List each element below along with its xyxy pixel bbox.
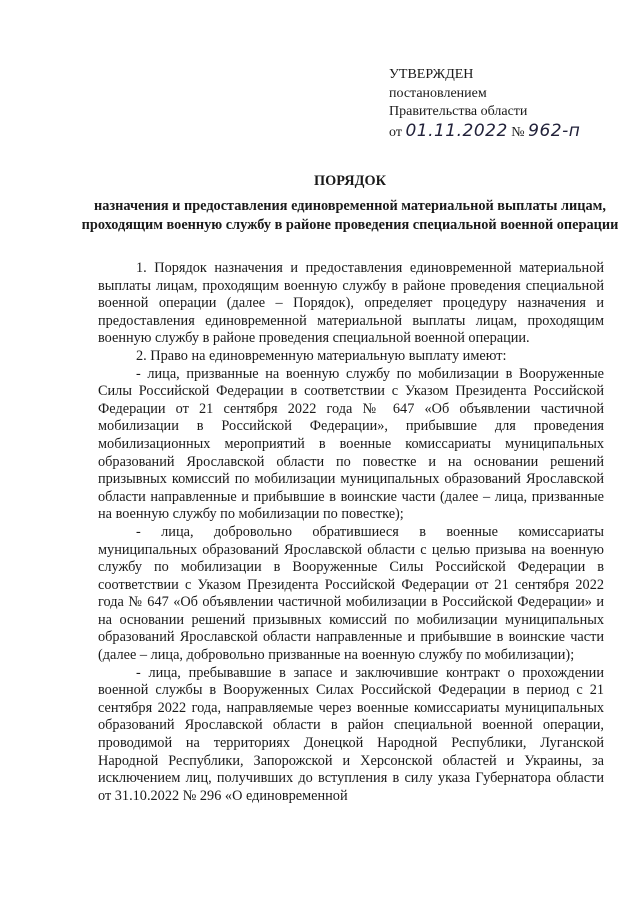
handwritten-date: 01.11.2022 xyxy=(405,120,508,141)
from-label: от xyxy=(389,124,402,140)
approval-line-approved: УТВЕРЖДЕН xyxy=(389,67,474,82)
document-title: ПОРЯДОК xyxy=(314,173,386,189)
paragraph-4: - лица, добровольно обратившиеся в военные комиссариаты муниципальных образований Ярославской области с целью призыва на военную службу по мобилизации в Вооруженные Силы Российской Федерации в соответствии с Указом Президента Российской Федерации от 21 сентября 2022 года № 647 «Об объявлении частичной мобилизации в Российской Федерации» и на основании решений призывных комиссий по мобилизации муниципальных образований Ярославской области направленные и прибывшие в воинские части (далее – лица, добровольно призванные на военную службу по мобилизации); xyxy=(98,523,604,664)
paragraph-5: - лица, пребывавшие в запасе и заключившие контракт о прохождении военной службы в Вооруженных Силах Российской Федерации в период с 21 сентября 2022 года, направляемые через военные комиссариаты муниципальных образований Ярославской области в район специальной военной операции, проводимой на территориях Донецкой Народной Республики, Луганской Народной Республики, Запорожской и Херсонской областей и Украины, за исключением лиц, получивших до вступления в силу указа Губернатора области от 31.10.2022 № 296 «О единовременной xyxy=(98,664,604,804)
document-body xyxy=(98,260,604,805)
paragraph-3: - лица, призванные на военную службу по мобилизации в Вооруженные Силы Российской Федерации в соответствии с Указом Президента Российской Федерации от 21 сентября 2022 года № 647 «Об объявлении частичной мобилизации в Российской Федерации», прибывшие для проведения мобилизационных мероприятий в военные комиссариаты муниципальных образований Ярославской области по повестке и на основании решений призывных комиссий по мобилизации муниципальных образований Ярославской области направленные и прибывшие в воинские части (далее – лица, призванные на военную службу по мобилизации по повестке); xyxy=(98,365,604,523)
document-subtitle: назначения и предоставления единовременной материальной выплаты лицам, проходящим военную службу в районе проведения специальной военной операции xyxy=(81,197,619,233)
paragraph-1: 1. Порядок назначения и предоставления единовременной материальной выплаты лицам, проходящим военную службу в районе проведения специальной военной операции (далее – Порядок), определяет процедуру назначения и предоставления единовременной материальной выплаты лицам, проходящим военную службу в районе проведения специальной военной операции. xyxy=(98,260,604,347)
approval-stamp xyxy=(389,66,580,142)
handwritten-number: 962-п xyxy=(528,120,581,141)
approval-line-resolution: постановлением xyxy=(389,85,487,101)
number-label: № xyxy=(511,124,525,140)
approval-line-government: Правительства области xyxy=(389,104,528,119)
paragraph-2: 2. Право на единовременную материальную выплату имеют: xyxy=(136,347,507,364)
approval-line-date-number xyxy=(389,122,580,143)
document-heading xyxy=(60,172,640,236)
